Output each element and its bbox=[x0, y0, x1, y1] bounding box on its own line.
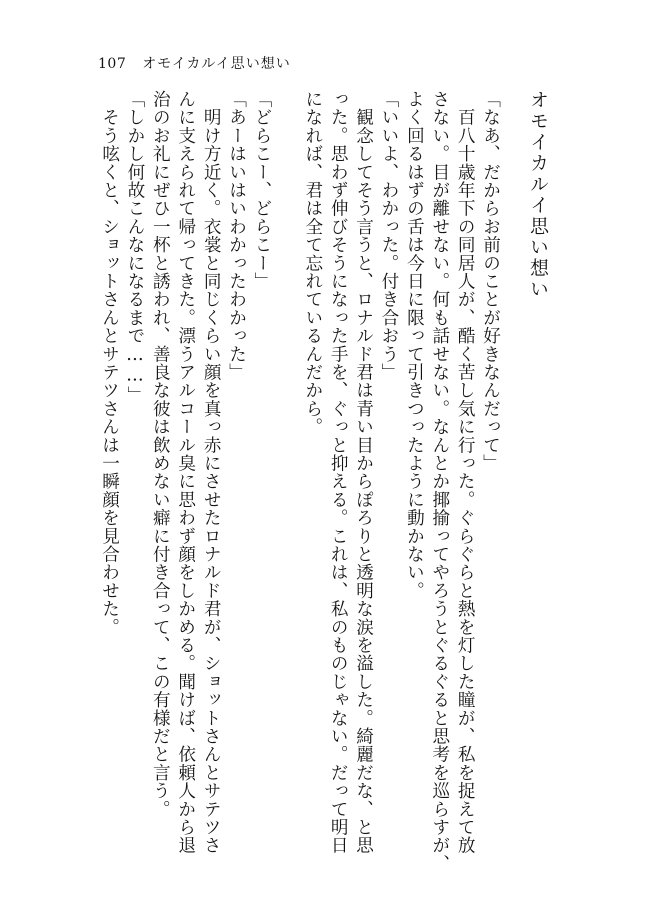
text-line: 「いいよ、わかった。付き合おう」 bbox=[378, 90, 399, 382]
text-line: 「なあ、だからお前のことが好きなんだって」 bbox=[480, 90, 501, 473]
text-line: 治のお礼にぜひ一杯と誘われ、善良な彼は飲めない癖に付き合って、この有様だと言う。 bbox=[150, 90, 171, 818]
text-line: さない。目が離せない。何も話せない。なんとか揶揄ってやろうとぐるぐると思考を巡らすが、 bbox=[429, 90, 450, 873]
text-line: 「しかし何故こんなになるまで……」 bbox=[124, 90, 145, 405]
running-title: オモイカルイ思い想い bbox=[142, 56, 291, 72]
text-line: 「あーはいはいわかったわかった」 bbox=[226, 90, 247, 382]
text-line: 観念してそう言うと、ロナルド君は青い目からぽろりと透明な涙を溢した。綺麗だな、と思 bbox=[353, 90, 374, 855]
chapter-title: オモイカルイ思い想い bbox=[527, 90, 549, 300]
blank-line bbox=[274, 90, 299, 860]
text-line: った。思わず伸びそうになった手を、ぐっと抑える。これは、私のものじゃない。だって明日 bbox=[328, 90, 349, 855]
page-number: 107 bbox=[98, 56, 127, 72]
text-line: 「どらこー、どらこー」 bbox=[251, 90, 272, 291]
text-line: になれば、君は全て忘れているんだから。 bbox=[302, 90, 323, 436]
vertical-text-body bbox=[99, 90, 550, 873]
running-head bbox=[98, 53, 291, 75]
text-line: んに支えられて帰ってきた。漂うアルコール臭に思わず顔をしかめる。聞けば、依頼人から退 bbox=[175, 90, 196, 855]
text-line: よく回るはずの舌は今日に限って引きつったように動かない。 bbox=[404, 90, 425, 600]
text-line: 明け方近く。衣裳と同じくらい顔を真っ赤にさせたロナルド君が、ショットさんとサテツさ bbox=[201, 90, 222, 855]
text-line: そう呟くと、ショットさんとサテツさんは一瞬顔を見合わせた。 bbox=[99, 90, 120, 636]
text-line: 百八十歳年下の同居人が、酷く苦し気に行った。ぐらぐらと熱を灯した瞳が、私を捉えて放 bbox=[455, 90, 476, 855]
